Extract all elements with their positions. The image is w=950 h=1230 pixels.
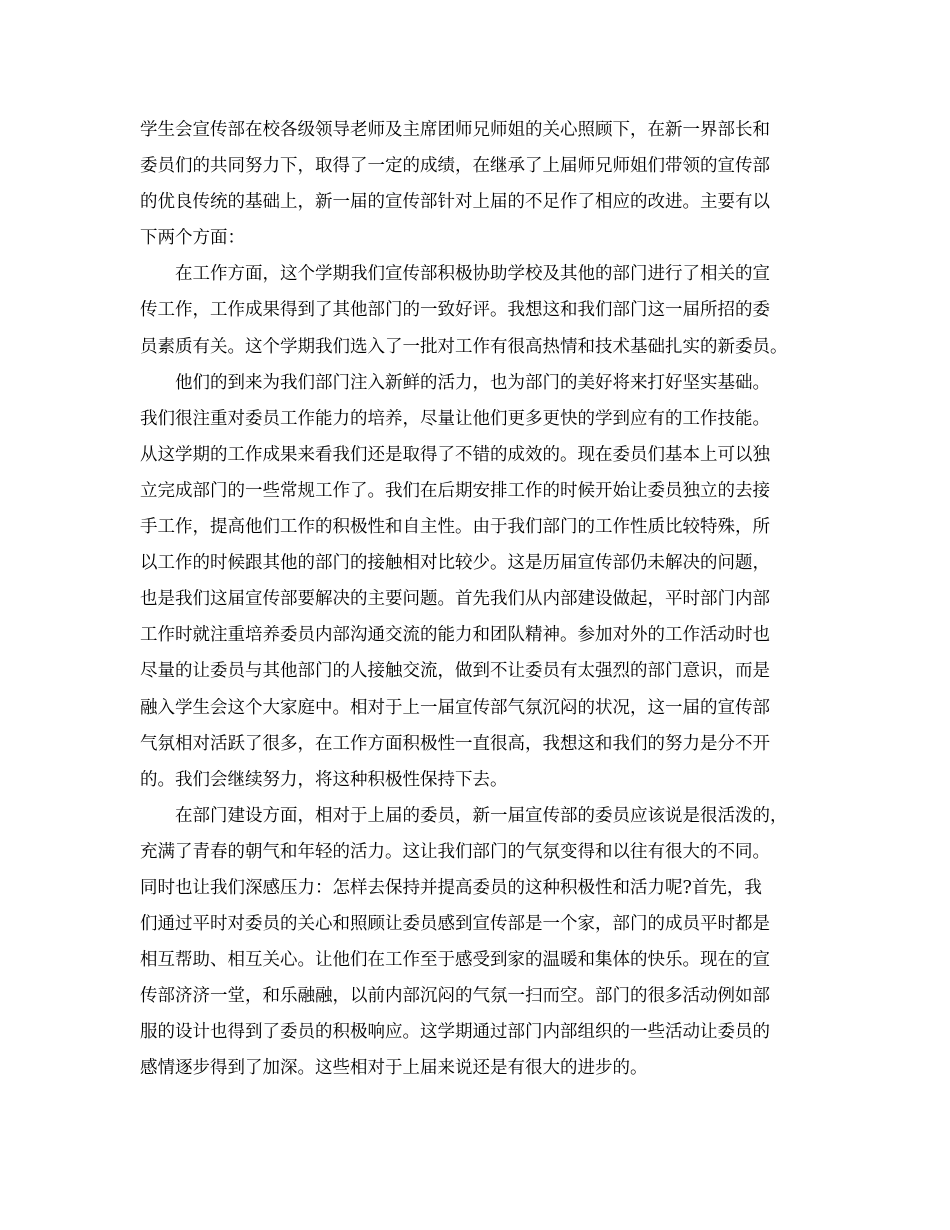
text-line: 充满了青春的朝气和年轻的活力。这让我们部门的气氛变得和以往有很大的不同。: [140, 841, 770, 862]
text-line: 融入学生会这个大家庭中。相对于上一届宣传部气氛沉闷的状况，这一届的宣传部: [140, 697, 770, 718]
text-line: 学生会宣传部在校各级领导老师及主席团师兄师姐的关心照顾下，在新一界部长和: [140, 120, 770, 140]
text-line: 也是我们这届宣传部要解决的主要问题。首先我们从内部建设做起，平时部门内部: [140, 589, 770, 610]
text-line: 我们很注重对委员工作能力的培养，尽量让他们更多更快的学到应有的工作技能。: [140, 408, 770, 429]
text-line: 的。我们会继续努力，将这种积极性保持下去。: [140, 769, 508, 790]
text-line: 相互帮助、相互关心。让他们在工作至于感受到家的温暖和集体的快乐。现在的宣: [140, 950, 770, 971]
text-line: 委员们的共同努力下，取得了一定的成绩，在继承了上届师兄师姐们带领的宣传部: [140, 156, 770, 177]
text-line: 服的设计也得到了委员的积极响应。这学期通过部门内部组织的一些活动让委员的: [140, 1022, 770, 1043]
text-line: 同时也让我们深感压力：怎样去保持并提高委员的这种积极性和活力呢?首先，我: [140, 877, 762, 898]
text-line: 员素质有关。这个学期我们选入了一批对工作有很高热情和技术基础扎实的新委员。: [140, 336, 788, 357]
text-line: 下两个方面：: [140, 228, 245, 249]
text-line: 从这学期的工作成果来看我们还是取得了不错的成效的。现在委员们基本上可以独: [140, 444, 770, 465]
text-line: 传部济济一堂，和乐融融，以前内部沉闷的气氛一扫而空。部门的很多活动例如部: [140, 986, 770, 1007]
text-line: 感情逐步得到了加深。这些相对于上届来说还是有很大的进步的。: [140, 1058, 648, 1079]
text-line: 的优良传统的基础上，新一届的宣传部针对上届的不足作了相应的改进。主要有以: [140, 192, 770, 213]
text-line: 们通过平时对委员的关心和照顾让委员感到宣传部是一个家，部门的成员平时都是: [140, 914, 770, 935]
text-line: 在部门建设方面，相对于上届的委员，新一届宣传部的委员应该说是很活泼的，: [175, 805, 788, 826]
text-line: 手工作，提高他们工作的积极性和自主性。由于我们部门的工作性质比较特殊，所: [140, 517, 770, 538]
document-body-text: [140, 112, 830, 1087]
text-line: 气氛相对活跃了很多，在工作方面积极性一直很高，我想这和我们的努力是分不开: [140, 733, 770, 754]
text-line: 立完成部门的一些常规工作了。我们在后期安排工作的时候开始让委员独立的去接: [140, 480, 770, 501]
text-line: 尽量的让委员与其他部门的人接触交流，做到不让委员有太强烈的部门意识，而是: [140, 661, 770, 682]
text-line: 在工作方面，这个学期我们宣传部积极协助学校及其他的部门进行了相关的宣: [175, 264, 770, 285]
text-line: 他们的到来为我们部门注入新鲜的活力，也为部门的美好将来打好坚实基础。: [175, 372, 770, 393]
text-line: 以工作的时候跟其他的部门的接触相对比较少。这是历届宣传部仍未解决的问题，: [140, 553, 770, 574]
text-line: 传工作，工作成果得到了其他部门的一致好评。我想这和我们部门这一届所招的委: [140, 300, 770, 321]
text-line: 工作时就注重培养委员内部沟通交流的能力和团队精神。参加对外的工作活动时也: [140, 625, 770, 646]
